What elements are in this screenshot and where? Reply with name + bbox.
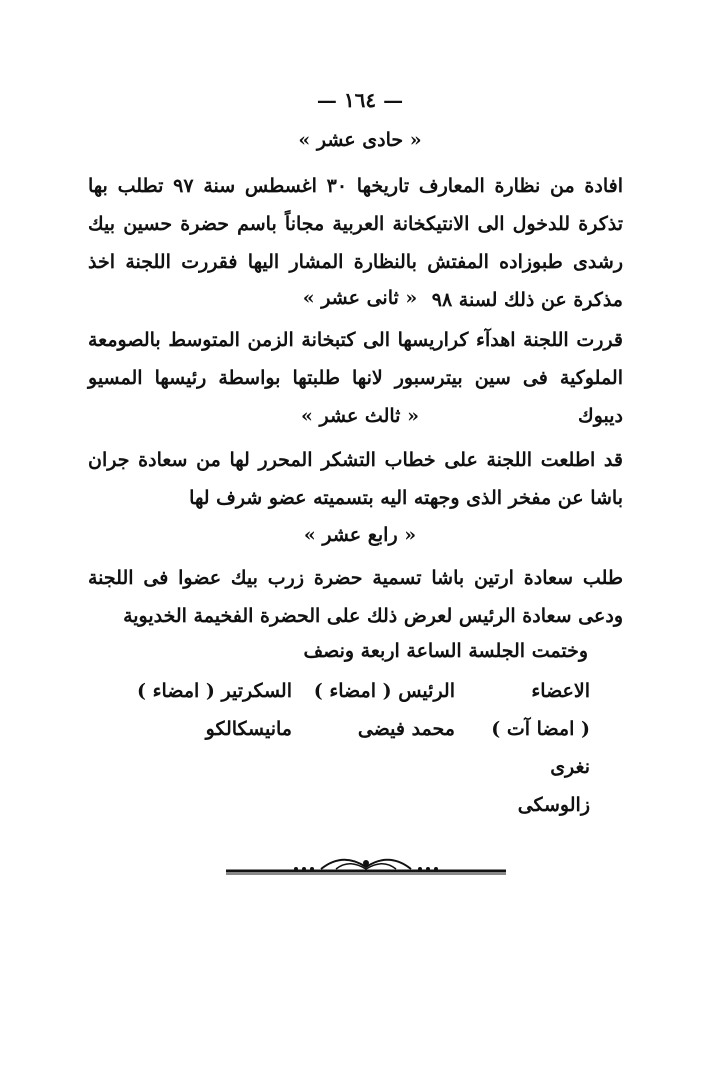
signature-president	[314, 672, 455, 748]
members-signed: ( امضا آت )	[491, 718, 590, 740]
signature-members	[491, 672, 590, 824]
president-label: الرئيس ( امضاء )	[313, 680, 455, 702]
section-text-14: طلب سعادة ارتين باشا تسمية حضرة زرب بيك عضوا فى اللجنة ودعى سعادة الرئيس لعرض ذلك على الحضرة الفخيمة الخديوية	[88, 567, 623, 627]
page-number: — ١٦٤ —	[316, 88, 404, 112]
ornament-divider-icon	[226, 855, 506, 881]
section-text-13: قد اطلعت اللجنة على خطاب التشكر المحرر لها من سعادة جران باشا عن مفخر الذى وجهته اليه بتسميته عضو شرف لها	[88, 449, 623, 509]
section-heading-11: « حادى عشر »	[298, 129, 422, 151]
member-name: نغرى	[550, 756, 590, 778]
section-heading-12: « ثانى عشر »	[302, 287, 418, 309]
secretary-label: السكرتير ( امضاء )	[137, 680, 292, 702]
member-name: زالوسكى	[517, 794, 590, 816]
president-name: محمد فيضى	[357, 718, 455, 740]
section-text-12: قررت اللجنة اهدآء كراريسها الى كتبخانة الزمن المتوسط بالصومعة الملوكية فى سين بيترسبور لانها طلبتها بواسطة رئيسها المسيو ديبوك	[88, 329, 623, 427]
signature-secretary	[137, 672, 292, 748]
section-text-11: افادة من نظارة المعارف تاريخها ٣٠ اغسطس سنة ٩٧ تطلب بها تذكرة للدخول الى الانتيكخانة العربية مجاناً باسم حضرة حسين بيك رشدى طبوزاده المفتش بالنظارة المشار اليها فقررت اللجنة اخذ مذكرة عن ذلك لسنة ٩٨	[88, 175, 623, 311]
secretary-name: مانيسكالكو	[205, 718, 292, 740]
closing-line: وختمت الجلسة الساعة اربعة ونصف	[303, 640, 588, 662]
section-heading-13: « ثالث عشر »	[301, 405, 419, 427]
members-label: الاعضاء	[531, 680, 590, 702]
section-heading-14: « رابع عشر »	[303, 524, 417, 546]
